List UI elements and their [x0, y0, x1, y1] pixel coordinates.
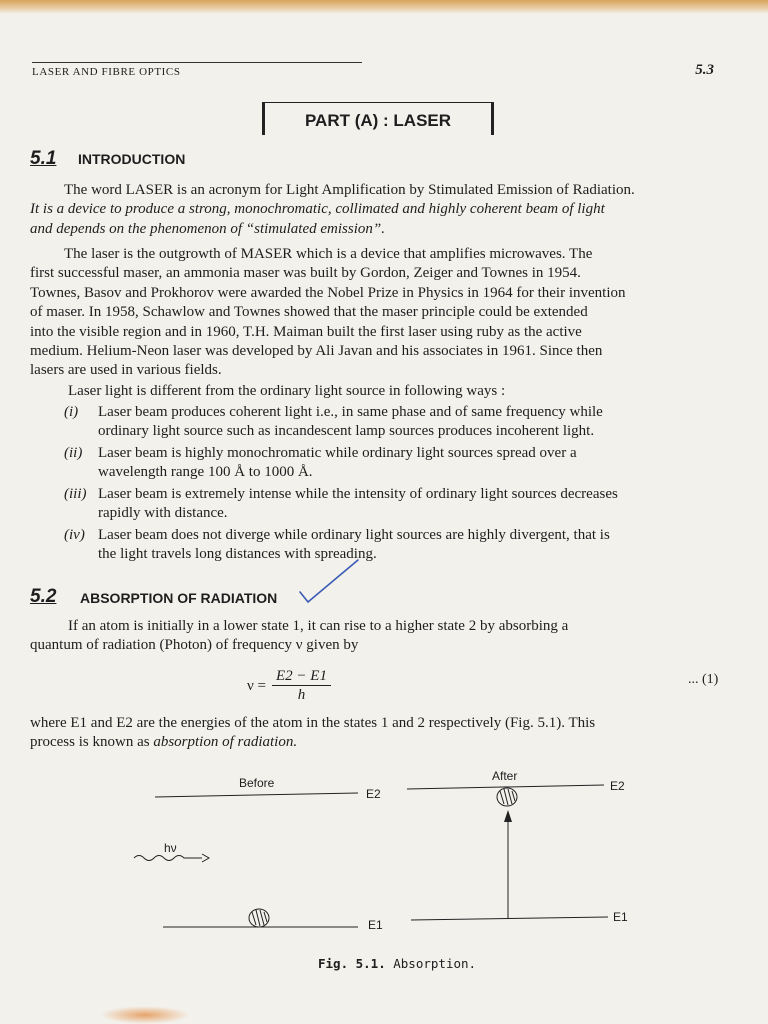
emphasis-text: absorption of radiation. — [153, 734, 298, 751]
intro-paragraph-1 — [30, 181, 718, 239]
section-number: 5.1 — [30, 148, 57, 169]
text-line: medium. Helium-Neon laser was developed by Ali Javan and his associates in 1961. Since then — [30, 343, 603, 360]
text-line: and depends on the phenomenon of “stimulated emission”. — [30, 220, 385, 237]
absorption-paragraph-2 — [30, 714, 718, 753]
text-fragment: process is known as — [30, 734, 154, 751]
check-mark-icon — [298, 556, 360, 606]
list-marker: (ii) — [64, 445, 83, 461]
transition-arrowhead — [504, 810, 512, 822]
figure-caption — [318, 956, 476, 971]
ground-state-atom — [249, 909, 269, 927]
text-line: The laser is the outgrowth of MASER which is a device that amplifies microwaves. The — [64, 246, 593, 262]
list-item — [64, 526, 720, 566]
absorption-paragraph-1 — [30, 617, 718, 656]
equation-numerator: E2 − E1 — [272, 668, 331, 686]
finger-shadow — [100, 1006, 190, 1024]
text-line: The word LASER is an acronym for Light Amplification by Stimulated Emission of Radiation. — [64, 182, 635, 198]
text-line: Laser beam is extremely intense while the intensity of ordinary light sources decreases — [98, 486, 618, 502]
e1-label: E1 — [613, 910, 628, 924]
photon-arrowhead — [202, 854, 209, 862]
photon-label: hν — [164, 841, 177, 855]
list-marker: (iii) — [64, 486, 87, 502]
list-item — [64, 485, 720, 525]
text-line: Laser beam does not diverge while ordinary light sources are highly divergent, that is — [98, 527, 610, 543]
text-line: Townes, Basov and Prokhorov were awarded the Nobel Prize in Physics in 1964 for their invention — [30, 284, 626, 301]
list-item — [64, 444, 720, 484]
text-line: rapidly with distance. — [98, 505, 228, 522]
list-marker: (i) — [64, 404, 79, 420]
text-line: wavelength range 100 Å to 1000 Å. — [98, 464, 313, 481]
header-rule — [32, 62, 362, 63]
equation — [246, 668, 331, 705]
text-line: the light travels long distances with spreading. — [98, 546, 377, 563]
equation-lhs: ν = — [247, 678, 266, 694]
page-top-edge — [0, 0, 768, 14]
text-line: of maser. In 1958, Schawlow and Townes showed that the maser principle could be extended — [30, 304, 588, 321]
after-label: After — [492, 769, 518, 783]
text-line: first successful maser, an ammonia maser was built by Gordon, Zeiger and Townes in 1954. — [30, 265, 581, 282]
text-line: lasers are used in various fields. — [30, 362, 222, 379]
after-e2-level — [407, 785, 604, 789]
photon-wave — [134, 856, 202, 861]
text-line: where E1 and E2 are the energies of the atom in the states 1 and 2 respectively (Fig. 5.1). This — [30, 715, 596, 731]
before-e2-level — [155, 793, 358, 797]
list-item — [64, 403, 720, 443]
list-marker: (iv) — [64, 527, 85, 543]
text-line: Laser light is different from the ordinary light source in following ways : — [68, 383, 506, 399]
e2-label: E2 — [610, 779, 625, 793]
section-title: ABSORPTION OF RADIATION — [80, 590, 278, 606]
part-title: PART (A) : LASER — [304, 111, 452, 130]
text-line: It is a device to produce a strong, monochromatic, collimated and highly coherent beam of light — [30, 201, 605, 218]
intro-paragraph-2 — [30, 245, 718, 381]
after-e1-level — [411, 917, 608, 920]
text-line: into the visible region and in 1960, T.H. Maiman built the first laser using ruby as the active — [30, 323, 582, 340]
before-label: Before — [239, 776, 275, 790]
caption-label: Fig. 5.1. — [318, 956, 386, 971]
e2-label: E2 — [366, 787, 381, 801]
text-line: Laser beam produces coherent light i.e., in same phase and of same frequency while — [98, 404, 603, 420]
caption-text: Absorption. — [385, 956, 477, 971]
equation-number: ... (1) — [688, 672, 719, 687]
section-number: 5.2 — [30, 586, 57, 607]
section-title: INTRODUCTION — [78, 151, 186, 167]
running-title: LASER AND FIBRE OPTICS — [32, 66, 181, 78]
text-line: ordinary light source such as incandescent lamp sources produces incoherent light. — [98, 423, 595, 440]
text-line: quantum of radiation (Photon) of frequency ν given by — [30, 637, 359, 654]
text-line: If an atom is initially in a lower state 1, it can rise to a higher state 2 by absorbing a — [68, 618, 569, 634]
equation-denominator: h — [297, 687, 306, 703]
e1-label: E1 — [368, 918, 383, 932]
intro-paragraph-3 — [30, 382, 718, 401]
part-title-box — [262, 102, 494, 135]
excited-state-atom — [497, 788, 517, 806]
page-number: 5.3 — [695, 62, 714, 78]
text-line — [30, 733, 718, 752]
text-line: Laser beam is highly monochromatic while ordinary light sources spread over a — [98, 445, 577, 461]
